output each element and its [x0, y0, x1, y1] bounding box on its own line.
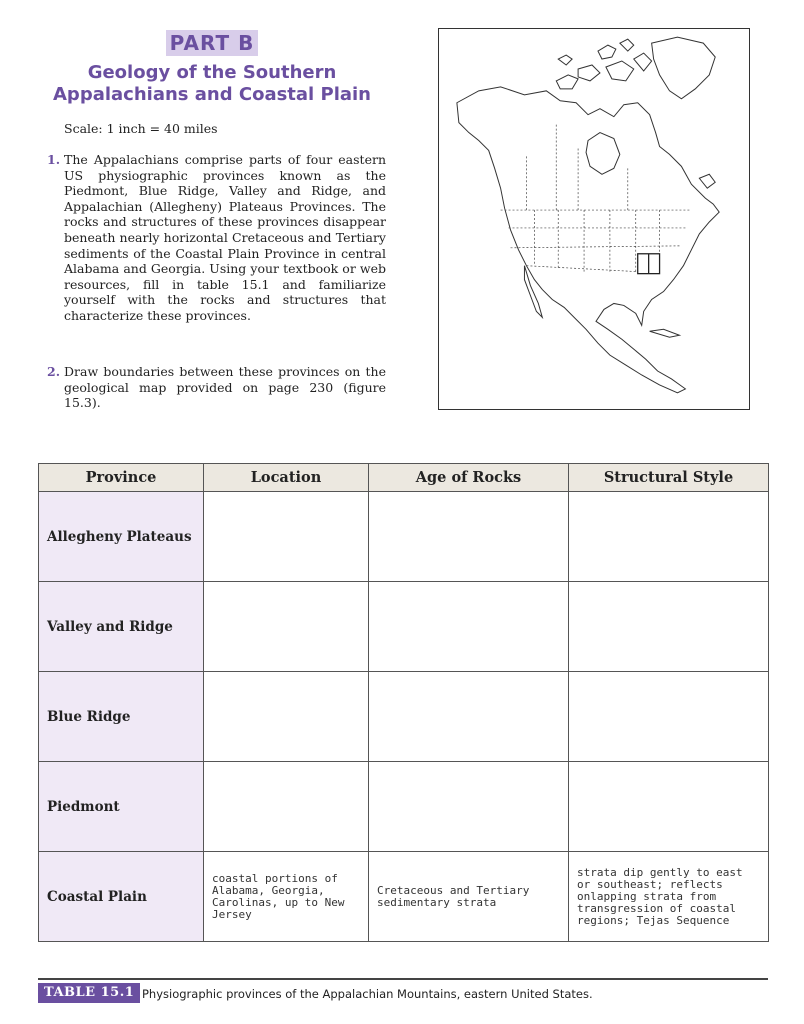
- province-table: [38, 463, 769, 942]
- table-row: [39, 492, 769, 582]
- question-1-number: 1.: [47, 152, 61, 167]
- location-cell[interactable]: [204, 672, 369, 762]
- map-scale: Scale: 1 inch = 40 miles: [64, 121, 218, 136]
- province-name: Piedmont: [39, 762, 204, 852]
- province-name: Valley and Ridge: [39, 582, 204, 672]
- age-cell[interactable]: Cretaceous and Tertiary sedimentary strata: [369, 852, 569, 942]
- part-label: PART B: [166, 30, 258, 56]
- location-cell[interactable]: [204, 492, 369, 582]
- north-america-map: [438, 28, 750, 410]
- style-cell[interactable]: strata dip gently to east or southeast; reflects onlapping strata from transgression of coastal regions; Tejas Sequence: [569, 852, 769, 942]
- province-name: Coastal Plain: [39, 852, 204, 942]
- age-cell[interactable]: [369, 672, 569, 762]
- table-row: [39, 582, 769, 672]
- style-cell[interactable]: [569, 762, 769, 852]
- province-name: Blue Ridge: [39, 672, 204, 762]
- location-cell[interactable]: coastal portions of Alabama, Georgia, Carolinas, up to New Jersey: [204, 852, 369, 942]
- age-cell[interactable]: [369, 492, 569, 582]
- style-cell[interactable]: [569, 492, 769, 582]
- location-cell[interactable]: [204, 762, 369, 852]
- location-cell[interactable]: [204, 582, 369, 672]
- header-age-of-rocks: Age of Rocks: [369, 464, 569, 492]
- question-2-text: Draw boundaries between these provinces on the geological map provided on page 230 (figure 15.3).: [64, 364, 386, 411]
- question-1-text: The Appalachians comprise parts of four eastern US physiographic provinces known as the Piedmont, Blue Ridge, Valley and Ridge, and Appalachian (Allegheny) Plateaus Provinces. The rocks and structures of these provinces disappear beneath nearly horizontal Cretaceous and Tertiary sediments of the Coastal Plain Province in central Alabama and Georgia. Using your textbook or web resources, fill in table 15.1 and familiarize yourself with the rocks and structures that characterize these provinces.: [64, 152, 386, 323]
- style-cell[interactable]: [569, 672, 769, 762]
- table-row: [39, 852, 769, 942]
- province-name: Allegheny Plateaus: [39, 492, 204, 582]
- question-2-number: 2.: [47, 364, 61, 379]
- north-america-map-illustration: [439, 29, 749, 409]
- style-cell[interactable]: [569, 582, 769, 672]
- table-caption-tag: TABLE 15.1: [38, 983, 140, 1003]
- question-2: [47, 364, 386, 411]
- caption-divider: [38, 978, 768, 980]
- table-caption-text: Physiographic provinces of the Appalachian Mountains, eastern United States.: [142, 987, 593, 1001]
- section-title: [40, 62, 384, 106]
- header-structural-style: Structural Style: [569, 464, 769, 492]
- age-cell[interactable]: [369, 582, 569, 672]
- table-row: [39, 762, 769, 852]
- header-province: Province: [39, 464, 204, 492]
- title-line-1: Geology of the Southern: [87, 62, 337, 83]
- question-1: [47, 152, 386, 324]
- header-location: Location: [204, 464, 369, 492]
- title-line-2: Appalachians and Coastal Plain: [53, 84, 371, 105]
- table-header-row: [39, 464, 769, 492]
- table-row: [39, 672, 769, 762]
- age-cell[interactable]: [369, 762, 569, 852]
